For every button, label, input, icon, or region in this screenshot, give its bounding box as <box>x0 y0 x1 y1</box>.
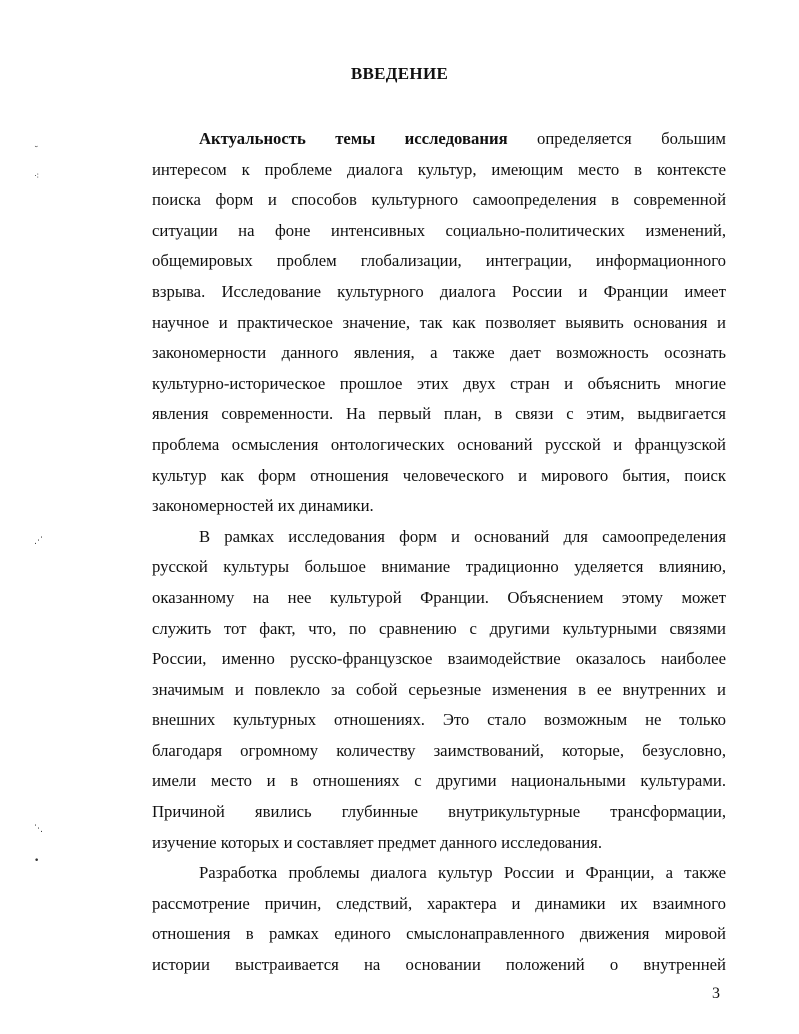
scan-speck-icon: ⋱ <box>34 824 43 834</box>
scan-speck-icon: • <box>34 856 40 866</box>
text-line: изучение которых и составляет предмет данного исследования. <box>152 832 603 852</box>
text-line: значимым и повлекло за собой серьезные изменения в ее внутренних и <box>152 679 726 699</box>
scan-speck-icon: ⁖ <box>34 172 40 182</box>
paragraph-3 <box>152 858 726 980</box>
text-line: ситуации на фоне интенсивных социально-политических изменений, <box>152 220 726 240</box>
text-line: В рамках исследования форм и оснований для самоопределения <box>199 526 726 546</box>
text-line: культур как форм отношения человеческого и мирового бытия, поиск <box>152 465 726 485</box>
text-line: рассмотрение причин, следствий, характера и динамики их взаимного <box>152 893 726 913</box>
text-line: проблема осмысления онтологических оснований русской и французской <box>152 434 726 454</box>
text-line: взрыва. Исследование культурного диалога России и Франции имеет <box>152 281 726 301</box>
text-line: интересом к проблеме диалога культур, имеющим место в контексте <box>152 159 726 179</box>
text-line: имели место и в отношениях с другими национальными культурами. <box>152 771 726 791</box>
text-line: благодаря огромному количеству заимствований, которые, безусловно, <box>152 740 726 760</box>
paragraph-1 <box>152 124 726 522</box>
text-line: Актуальность темы исследования определяется большим <box>199 129 726 148</box>
text-line: истории выстраивается на основании положений о внутренней <box>152 955 726 975</box>
text-line: явления современности. На первый план, в связи с этим, выдвигается <box>152 404 726 424</box>
text-line: Разработка проблемы диалога культур России и Франции, а также <box>199 863 726 883</box>
text-line: служить тот факт, что, по сравнению с другими культурными связями <box>152 618 726 638</box>
text-line: закономерности данного явления, а также дает возможность осознать <box>152 343 726 363</box>
page-title: ВВЕДЕНИЕ <box>350 64 449 83</box>
text-line: культурно-историческое прошлое этих двух стран и объяснить многие <box>152 373 726 393</box>
scan-speck-icon: ⋰ <box>34 536 43 546</box>
text-line: научное и практическое значение, так как позволяет выявить основания и <box>152 312 726 332</box>
text-line: закономерностей их динамики. <box>152 496 374 516</box>
paragraph-2 <box>152 522 726 859</box>
text-line: России, именно русско-французское взаимодействие оказалось наиболее <box>152 649 726 669</box>
text-line: поиска форм и способов культурного самоопределения в современной <box>152 190 726 210</box>
text-line: русской культуры большое внимание традиционно уделяется влиянию, <box>152 557 726 577</box>
text-line: оказанному на нее культурой Франции. Объяснением этому может <box>152 587 726 607</box>
text-line: внешних культурных отношениях. Это стало возможным не только <box>152 710 726 730</box>
scan-speck-icon: ˘ <box>34 146 39 156</box>
lead-bold-phrase: Актуальность темы исследования <box>199 129 508 148</box>
body-text <box>152 124 726 981</box>
text-line: Причиной явились глубинные внутрикультурные трансформации, <box>152 802 726 822</box>
page-number: 3 <box>712 985 720 1002</box>
text-line: общемировых проблем глобализации, интеграции, информационного <box>152 251 726 271</box>
text-line: отношения в рамках единого смыслонаправленного движения мировой <box>152 924 726 944</box>
